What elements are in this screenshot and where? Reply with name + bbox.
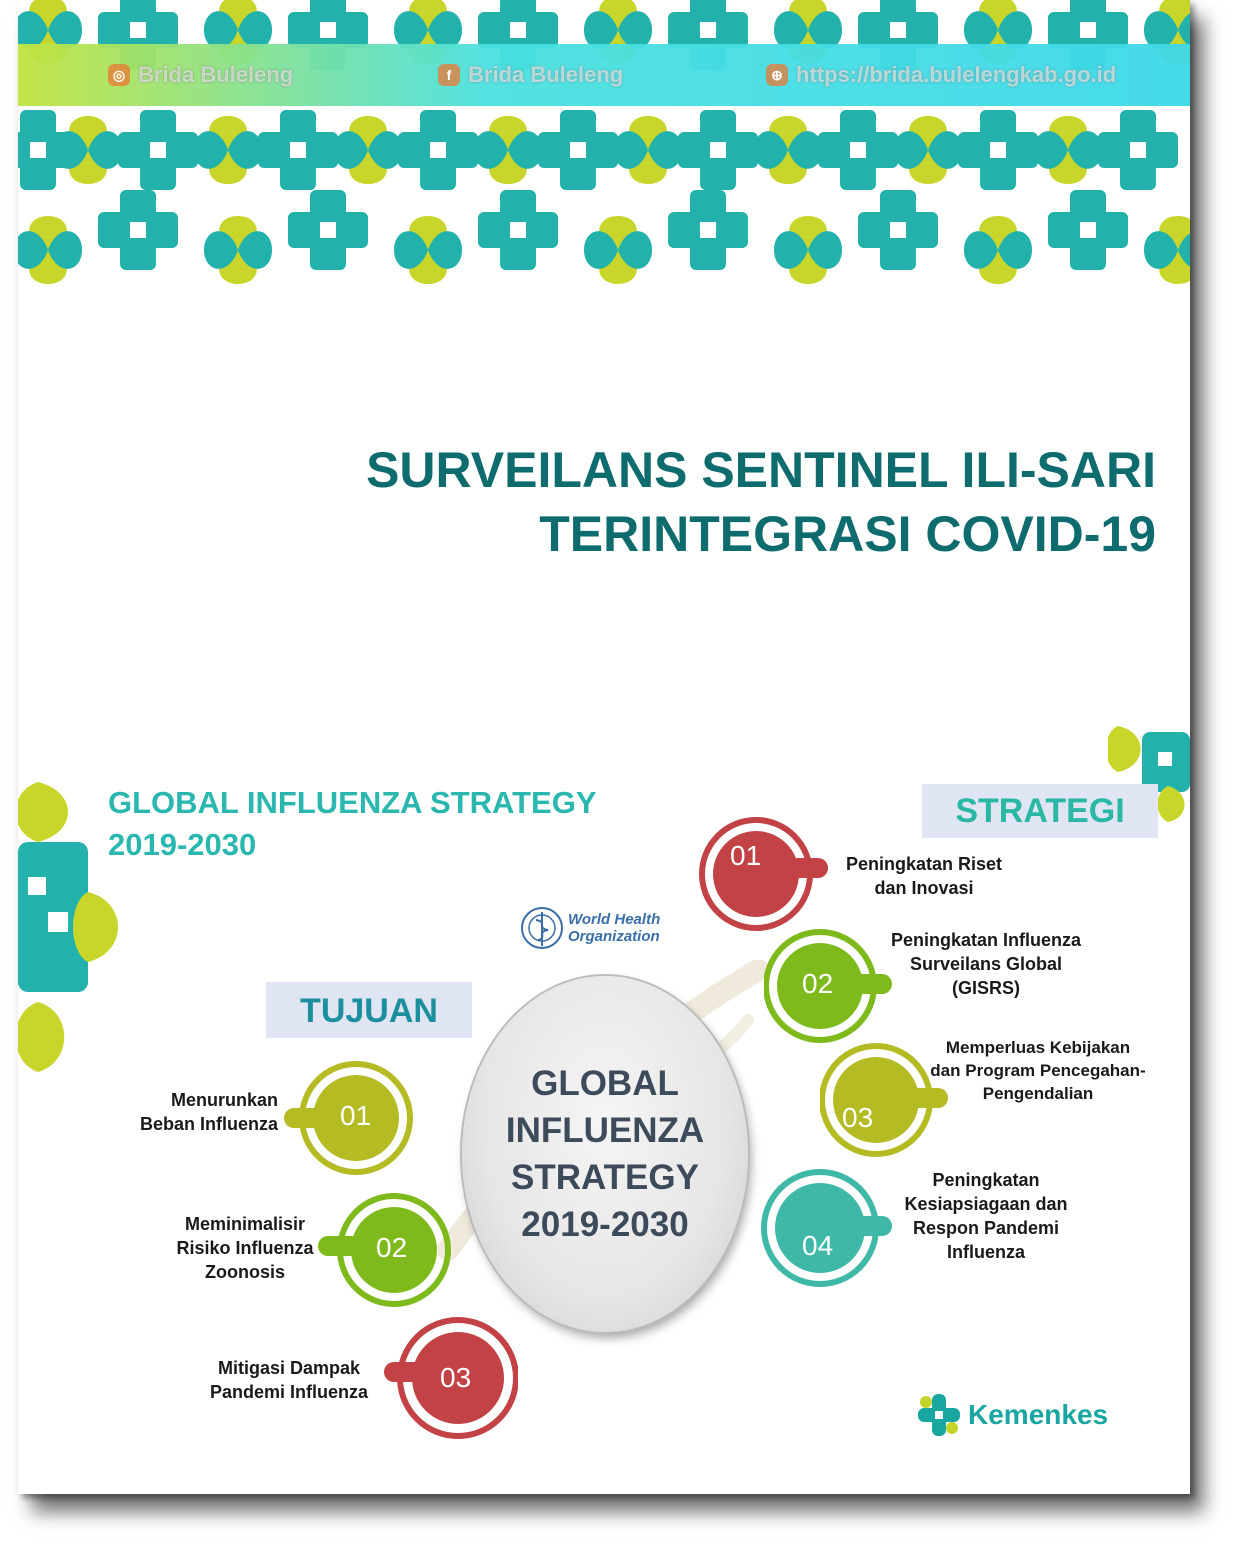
social-instagram-label: Brida Buleleng	[138, 62, 294, 87]
who-name-line-1: World Health	[568, 911, 661, 928]
tujuan-node-2	[318, 1188, 452, 1312]
tujuan-item-3-label: Mitigasi Dampak Pandemi Influenza	[209, 1358, 369, 1402]
strategi-item-2-label: Peningkatan Influenza Surveilans Global (GISRS)	[890, 930, 1082, 998]
tujuan-node-1-number: 01	[340, 1100, 372, 1131]
kemenkes-logo	[916, 1392, 1108, 1438]
tujuan-node-3	[384, 1310, 518, 1448]
social-facebook[interactable]	[438, 60, 623, 90]
center-circle	[462, 976, 748, 1332]
strategi-node-2-number: 02	[802, 968, 834, 999]
instagram-icon: ◎	[108, 64, 130, 86]
title-line-1: SURVEILANS SENTINEL ILI-SARI	[366, 442, 1156, 498]
strategi-node-1-circle	[698, 812, 828, 940]
section-heading	[108, 782, 597, 866]
tujuan-node-3-number: 03	[440, 1362, 472, 1393]
title-line-2: TERINTEGRASI COVID-19	[539, 506, 1156, 562]
strategi-node-1-number: 01	[730, 840, 762, 871]
who-logo	[520, 902, 670, 954]
kemenkes-label: Kemenkes	[968, 1399, 1109, 1430]
social-facebook-label: Brida Buleleng	[468, 62, 624, 87]
tujuan-node-2-number: 02	[376, 1232, 408, 1263]
tujuan-heading: TUJUAN	[266, 982, 472, 1038]
strategi-heading: STRATEGI	[922, 784, 1158, 838]
strategi-node-1	[698, 812, 828, 940]
social-instagram[interactable]	[108, 60, 293, 90]
poster-page	[18, 0, 1190, 1494]
strategi-node-4-number: 04	[802, 1230, 834, 1261]
facebook-icon: f	[438, 64, 460, 86]
strategi-node-3-number: 03	[842, 1102, 874, 1133]
section-heading-line-1: GLOBAL INFLUENZA STRATEGY	[108, 785, 597, 820]
strategi-item-1-label: Peningkatan Riset dan Inovasi	[845, 854, 1003, 898]
center-title: GLOBAL INFLUENZA STRATEGY 2019-2030	[505, 1064, 705, 1244]
strategi-node-4	[760, 1164, 894, 1294]
social-website[interactable]	[766, 60, 1116, 90]
tujuan-item-1-label: Menurunkan Beban Influenza	[139, 1090, 278, 1134]
who-name-line-2: Organization	[568, 928, 660, 945]
tujuan-node-1	[284, 1056, 414, 1180]
who-emblem-icon	[520, 906, 564, 950]
strategi-node-2	[764, 924, 894, 1048]
section-heading-line-2: 2019-2030	[108, 827, 257, 862]
strategi-node-4-circle	[760, 1164, 894, 1294]
tujuan-item-2-label: Meminimalisir Risiko Influenza Zoonosis	[176, 1214, 314, 1282]
strategi-item-3-label: Memperluas Kebijakan dan Program Pencegahan- Pengendalian	[930, 1038, 1146, 1103]
page-title	[256, 438, 1156, 566]
kemenkes-emblem-icon	[916, 1392, 962, 1438]
social-website-label: https://brida.bulelengkab.go.id	[796, 62, 1117, 87]
globe-icon: ⊕	[766, 64, 788, 86]
strategi-item-4-label: Peningkatan Kesiapsiagaan dan Respon Pandemi Influenza	[904, 1170, 1068, 1262]
